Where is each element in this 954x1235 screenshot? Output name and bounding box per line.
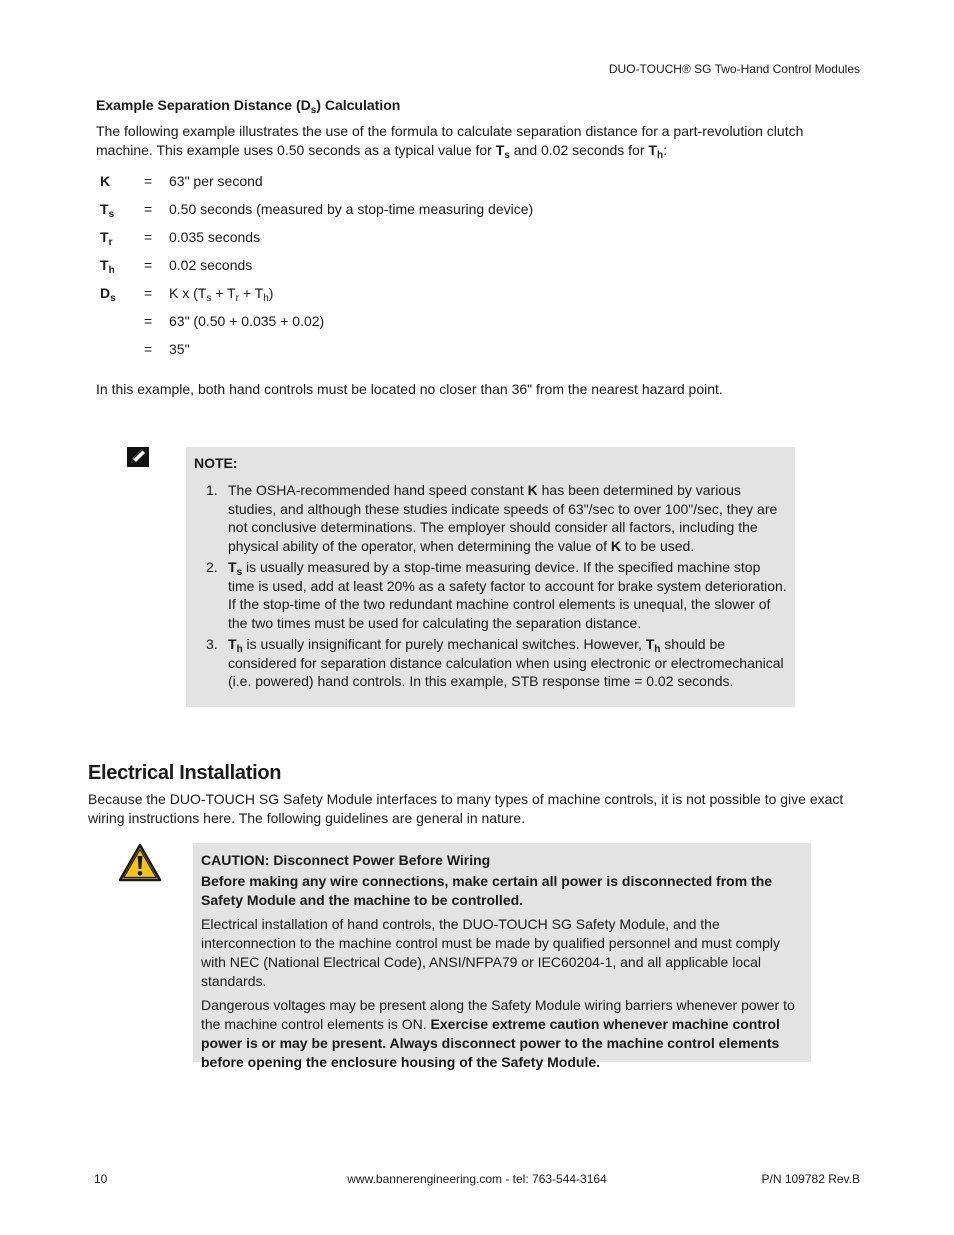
equals-sign: = [144,229,153,245]
caution-title: CAUTION: Disconnect Power Before Wiring [201,852,491,868]
var-value: 63" per second [169,173,263,189]
example-conclusion: In this example, both hand controls must be located no closer than 36" from the nearest hazard point. [96,381,723,397]
list-number: 3. [206,636,218,652]
caution-lead: Before making any wire connections, make certain all power is disconnected from the Safety Module and the machine to be controlled. [201,873,773,908]
list-number: 2. [206,559,218,575]
equals-sign: = [144,201,153,217]
footer-contact: www.bannerengineering.com - tel: 763-544-3164 [347,1172,607,1186]
var-value: 0.02 seconds [169,257,253,273]
var-symbol: $T_s$ [100,201,115,220]
var-symbol: $T_h$ [100,257,115,276]
pencil-note-icon [127,447,149,467]
caution-box [193,843,811,1070]
var-value: 0.035 seconds [169,229,261,245]
equals-sign: = [144,173,153,189]
equals-sign: = [144,313,153,329]
footer-part-number: P/N 109782 Rev.B [761,1172,860,1186]
var-value: 0.50 seconds (measured by a stop-time measuring device) [169,201,534,217]
note-title: NOTE: [194,455,238,471]
warning-triangle-icon [118,843,162,883]
var-symbol: K [100,173,111,189]
running-header: DUO-TOUCH® SG Two-Hand Control Modules [608,62,860,76]
equals-sign: = [144,285,153,301]
note-item-2: 2. $T_s$ is usually measured by a stop-time measuring device. If the specified machine stop time is used, add at least 20% as a safety factor to account for brake system deterioration. If the stop-time of the two redundant machine control elements is unequal, the slower of the two times must be used for calculating the separation distance. [206,559,787,631]
note-item-3: 3. $T_h$ is usually insignificant for purely mechanical switches. However, $T_h$ should be considered for separation distance calculation when using electronic or electromechanical (i.e. powered) hand controls. In this example, STB response time = 0.02 seconds. [206,636,784,689]
electrical-intro: Because the DUO-TOUCH SG Safety Module interfaces to many types of machine controls, it is not possible to give exact wiring instructions here. The following guidelines are general in nature. [88,791,844,826]
equals-sign: = [144,257,153,273]
caution-paragraph-2: Dangerous voltages may be present along the Safety Module wiring barriers whenever power to the machine control elements is ON. Exercise extreme caution whenever machine control power is or may be present. Always disconnect power to the machine control elements before opening the enclosure housing of the Safety Module. [201,997,795,1070]
var-value: 35" [169,341,190,357]
note-box [186,447,795,707]
list-number: 1. [206,482,218,498]
example-intro: The following example illustrates the use of the formula to calculate separation distance for a part-revolution clutch machine. This example uses 0.50 seconds as a typical value for $T_s$ and 0.02 seconds for $T_h$: [96,123,804,161]
note-list [206,481,788,694]
var-symbol: $D_s$ [100,285,116,304]
var-symbol: $T_r$ [100,229,113,248]
example-heading: Example Separation Distance $(D_s)$ Calculation [96,97,401,116]
equals-sign: = [144,341,153,357]
page-number: 10 [94,1172,108,1186]
section-heading: Electrical Installation [88,762,282,784]
var-value: 63" (0.50 + 0.035 + 0.02) [169,313,325,329]
note-item-1: 1. The OSHA-recommended hand speed constant K has been determined by various studies, and although these studies indicate speeds of 63"/sec to over 100"/sec, they are not conclusive determinations. The employer should consider all factors, including the physical ability of the operator, when determining the value of K to be used. [206,482,778,554]
formula-value: K x $(T_s + T_r + T_h)$ [169,285,274,304]
caution-paragraph-1: Electrical installation of hand controls, the DUO-TOUCH SG Safety Module, and the interconnection to the machine control must be made by qualified personnel and must comply with NEC (National Electrical Code), ANSI/NFPA79 or IEC60204-1, and all applicable local standards. [201,916,780,989]
